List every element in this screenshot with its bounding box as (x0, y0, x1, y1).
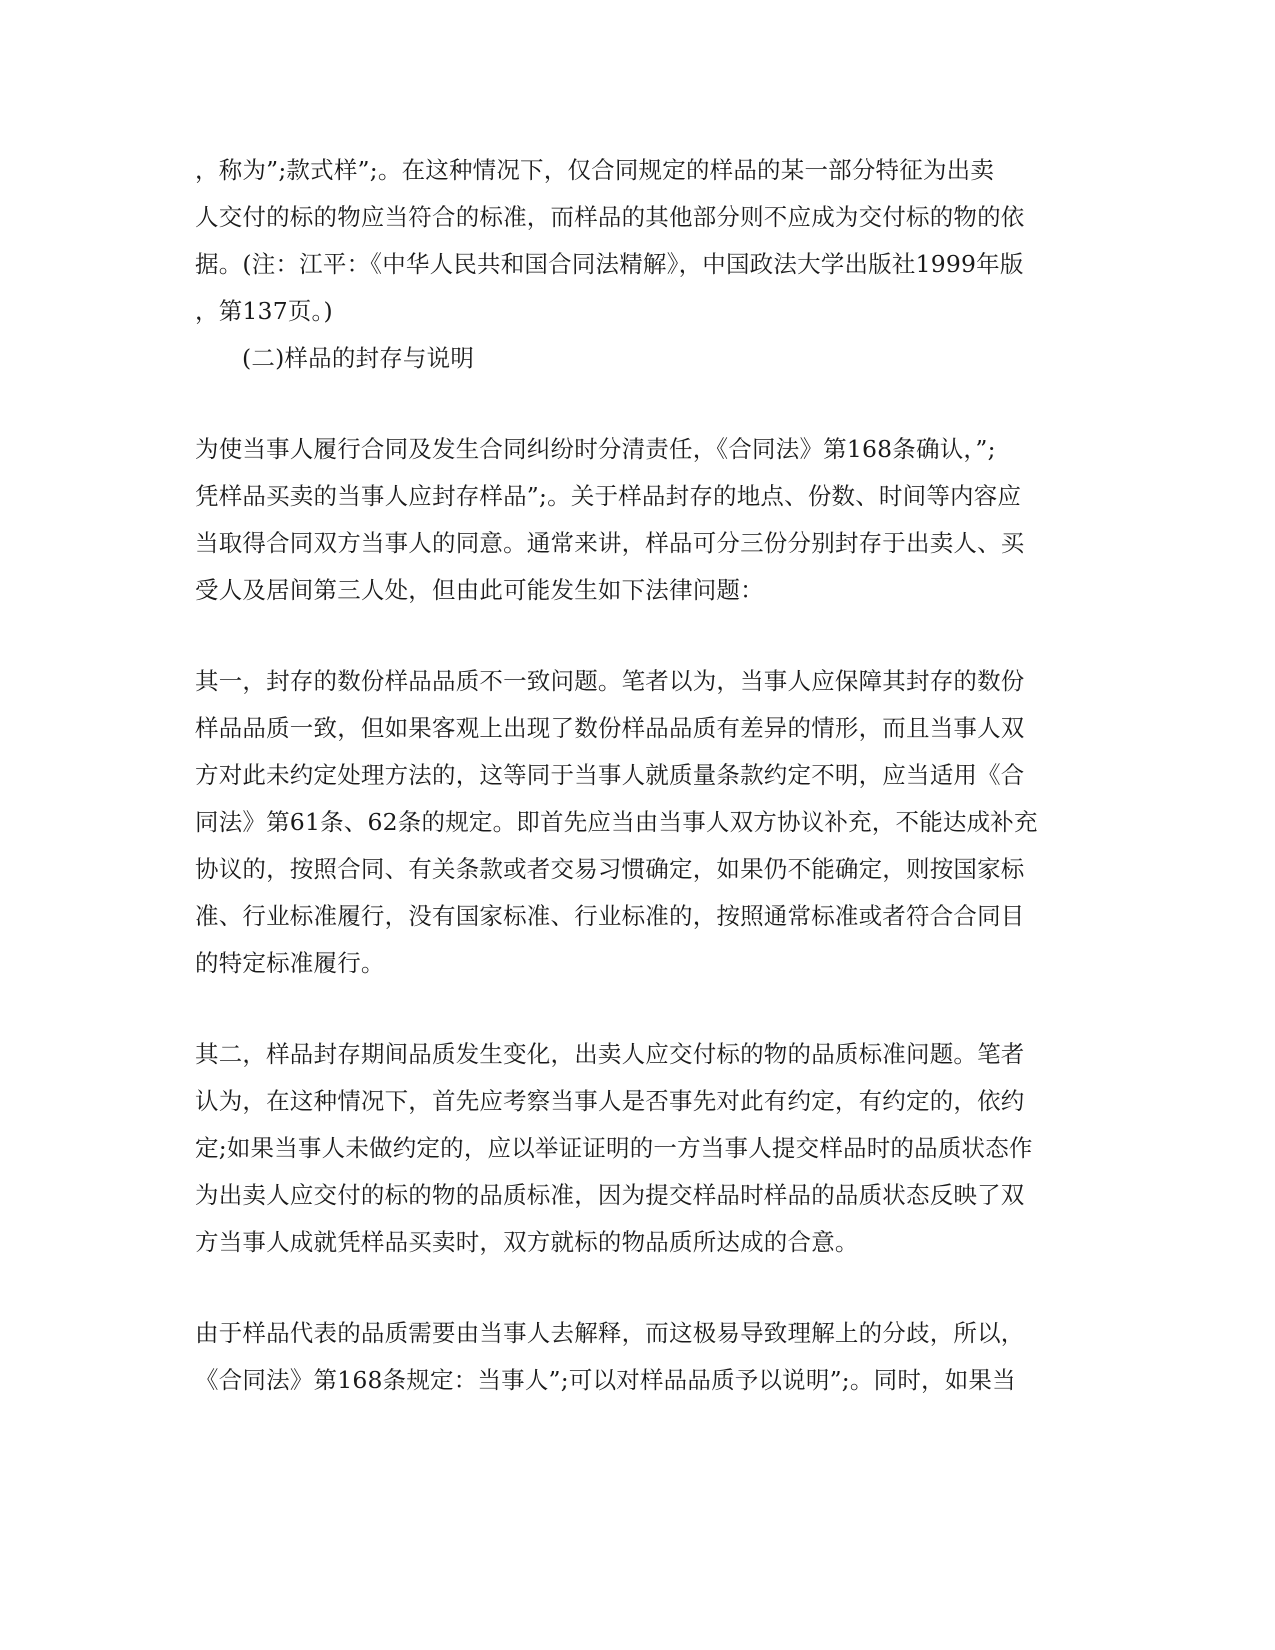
text-line: 同法》第61条、62条的规定。即首先应当由当事人双方协议补充，不能达成补充 (195, 808, 1038, 836)
text-line: 据。(注：江平：《中华人民共和国合同法精解》，中国政法大学出版社1999年版 (195, 250, 1024, 278)
text-line: 受人及居间第三人处，但由此可能发生如下法律问题： (195, 576, 764, 604)
text-line: 样品品质一致，但如果客观上出现了数份样品品质有差异的情形，而且当事人双 (195, 714, 1025, 742)
text-line: 其一，封存的数份样品品质不一致问题。笔者以为，当事人应保障其封存的数份 (195, 667, 1025, 695)
text-line: ，称为”;款式样”;。在这种情况下，仅合同规定的样品的某一部分特征为出卖 (195, 156, 995, 184)
text-line: 方当事人成就凭样品买卖时，双方就标的物品质所达成的合意。 (195, 1228, 859, 1256)
text-line: 当取得合同双方当事人的同意。通常来讲，样品可分三份分别封存于出卖人、买 (195, 529, 1025, 557)
text-line: 认为，在这种情况下，首先应考察当事人是否事先对此有约定，有约定的，依约 (195, 1087, 1025, 1115)
text-line: 其二，样品封存期间品质发生变化，出卖人应交付标的物的品质标准问题。笔者 (195, 1040, 1025, 1068)
text-line: 人交付的标的物应当符合的标准，而样品的其他部分则不应成为交付标的物的依 (195, 203, 1025, 231)
section-heading: (二)样品的封存与说明 (242, 344, 475, 372)
text-line: ，第137页。) (195, 297, 333, 325)
text-line: 定;如果当事人未做约定的，应以举证证明的一方当事人提交样品时的品质状态作 (195, 1134, 1033, 1162)
text-line: 准、行业标准履行，没有国家标准、行业标准的，按照通常标准或者符合合同目 (195, 902, 1025, 930)
text-line: 协议的，按照合同、有关条款或者交易习惯确定，如果仍不能确定，则按国家标 (195, 855, 1025, 883)
text-line: 的特定标准履行。 (195, 949, 385, 977)
text-line: 方对此未约定处理方法的，这等同于当事人就质量条款约定不明，应当适用《合 (195, 761, 1025, 789)
text-line: 凭样品买卖的当事人应封存样品”;。关于样品封存的地点、份数、时间等内容应 (195, 482, 1022, 510)
text-line: 由于样品代表的品质需要由当事人去解释，而这极易导致理解上的分歧，所以， (195, 1319, 1025, 1347)
text-line: 为出卖人应交付的标的物的品质标准，因为提交样品时样品的品质状态反映了双 (195, 1181, 1025, 1209)
text-line: 为使当事人履行合同及发生合同纠纷时分清责任，《合同法》第168条确认，”; (195, 435, 996, 463)
text-line: 《合同法》第168条规定：当事人”;可以对样品品质予以说明”;。同时，如果当 (195, 1366, 1016, 1394)
